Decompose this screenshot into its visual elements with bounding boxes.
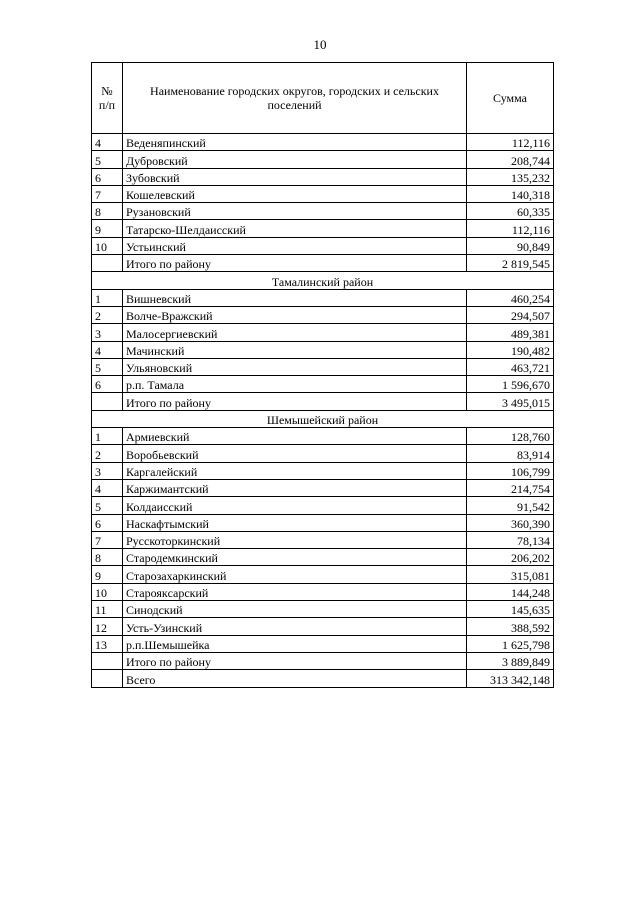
header-name: Наименование городских округов, городских и сельских поселений — [123, 63, 467, 134]
table-row — [92, 255, 554, 272]
table-row — [92, 203, 554, 220]
row-number: 1 — [92, 428, 123, 445]
row-sum: 208,744 — [467, 151, 554, 168]
page-number: 10 — [313, 37, 327, 52]
row-number: 10 — [92, 237, 123, 254]
row-sum: 294,507 — [467, 306, 554, 323]
section-row — [92, 272, 554, 289]
budget-table — [91, 62, 554, 688]
row-sum: 1 596,670 — [467, 376, 554, 393]
row-sum: 3 495,015 — [467, 393, 554, 410]
header-num — [92, 63, 123, 134]
row-number: 2 — [92, 445, 123, 462]
row-number: 2 — [92, 306, 123, 323]
table-row — [92, 531, 554, 548]
row-number: 4 — [92, 341, 123, 358]
row-number: 8 — [92, 549, 123, 566]
row-sum: 315,081 — [467, 566, 554, 583]
row-number: 5 — [92, 358, 123, 375]
table-row — [92, 151, 554, 168]
table-row — [92, 168, 554, 185]
row-number: 3 — [92, 462, 123, 479]
table-row — [92, 220, 554, 237]
row-number: 12 — [92, 618, 123, 635]
row-sum: 463,721 — [467, 358, 554, 375]
row-number — [92, 670, 123, 687]
row-sum: 190,482 — [467, 341, 554, 358]
section-title: Тамалинский район — [92, 272, 554, 289]
row-name: Малосергиевский — [123, 324, 467, 341]
row-name: Каржимантский — [123, 479, 467, 496]
row-number: 8 — [92, 203, 123, 220]
row-sum: 60,335 — [467, 203, 554, 220]
row-sum: 2 819,545 — [467, 255, 554, 272]
table-row — [92, 185, 554, 202]
row-sum: 1 625,798 — [467, 635, 554, 652]
row-number: 1 — [92, 289, 123, 306]
table-row — [92, 428, 554, 445]
row-name: Мачинский — [123, 341, 467, 358]
row-number: 5 — [92, 151, 123, 168]
table-row — [92, 566, 554, 583]
row-sum: 78,134 — [467, 531, 554, 548]
row-name: Ульяновский — [123, 358, 467, 375]
row-name: Зубовский — [123, 168, 467, 185]
row-sum: 460,254 — [467, 289, 554, 306]
header-num-line2: п/п — [98, 98, 116, 112]
table-row — [92, 601, 554, 618]
row-number: 3 — [92, 324, 123, 341]
table-row — [92, 324, 554, 341]
table-row — [92, 635, 554, 652]
table-row — [92, 306, 554, 323]
row-sum: 128,760 — [467, 428, 554, 445]
row-name: Веденяпинский — [123, 134, 467, 151]
table-row — [92, 583, 554, 600]
row-name: Татарско-Шелдаисский — [123, 220, 467, 237]
table-row — [92, 237, 554, 254]
row-name: Рузановский — [123, 203, 467, 220]
row-number: 9 — [92, 566, 123, 583]
table-row — [92, 479, 554, 496]
row-number: 6 — [92, 376, 123, 393]
table-row — [92, 652, 554, 669]
header-sum: Сумма — [467, 63, 554, 134]
header-row — [92, 63, 554, 134]
row-number — [92, 255, 123, 272]
table-row — [92, 341, 554, 358]
table-row — [92, 376, 554, 393]
table-row — [92, 670, 554, 687]
row-sum: 106,799 — [467, 462, 554, 479]
row-number: 7 — [92, 185, 123, 202]
row-number: 13 — [92, 635, 123, 652]
header-num-line1: № — [101, 84, 113, 98]
row-number — [92, 652, 123, 669]
row-sum: 144,248 — [467, 583, 554, 600]
row-name: Дубровский — [123, 151, 467, 168]
table-row — [92, 514, 554, 531]
row-name: Армиевский — [123, 428, 467, 445]
row-number: 5 — [92, 497, 123, 514]
row-name: Кошелевский — [123, 185, 467, 202]
row-name: Старозахаркинский — [123, 566, 467, 583]
row-sum: 140,318 — [467, 185, 554, 202]
row-name: Воробьевский — [123, 445, 467, 462]
row-name: Итого по району — [123, 255, 467, 272]
row-sum: 3 889,849 — [467, 652, 554, 669]
row-name: Итого по району — [123, 393, 467, 410]
row-number: 4 — [92, 479, 123, 496]
row-name: Каргалейский — [123, 462, 467, 479]
row-sum: 91,542 — [467, 497, 554, 514]
table-body — [92, 134, 554, 688]
row-number: 4 — [92, 134, 123, 151]
row-name: Усть-Узинский — [123, 618, 467, 635]
table-row — [92, 393, 554, 410]
row-sum: 90,849 — [467, 237, 554, 254]
row-number: 11 — [92, 601, 123, 618]
row-sum: 145,635 — [467, 601, 554, 618]
row-name: Староякcарский — [123, 583, 467, 600]
row-name: Итого по району — [123, 652, 467, 669]
row-number: 6 — [92, 168, 123, 185]
table-row — [92, 358, 554, 375]
row-number: 6 — [92, 514, 123, 531]
row-name: р.п.Шемышейка — [123, 635, 467, 652]
row-number: 10 — [92, 583, 123, 600]
table-row — [92, 445, 554, 462]
row-sum: 489,381 — [467, 324, 554, 341]
section-row — [92, 410, 554, 427]
table-row — [92, 462, 554, 479]
row-number: 7 — [92, 531, 123, 548]
row-number: 9 — [92, 220, 123, 237]
row-sum: 112,116 — [467, 220, 554, 237]
row-sum: 388,592 — [467, 618, 554, 635]
row-sum: 135,232 — [467, 168, 554, 185]
row-sum: 112,116 — [467, 134, 554, 151]
table-row — [92, 549, 554, 566]
row-sum: 214,754 — [467, 479, 554, 496]
table-row — [92, 497, 554, 514]
table-row — [92, 134, 554, 151]
row-sum: 206,202 — [467, 549, 554, 566]
row-sum: 313 342,148 — [467, 670, 554, 687]
row-name: Устьинский — [123, 237, 467, 254]
table-header — [92, 63, 554, 134]
table-row — [92, 618, 554, 635]
table-row — [92, 289, 554, 306]
row-name: Колдаисский — [123, 497, 467, 514]
section-title: Шемышейский район — [92, 410, 554, 427]
row-name: Всего — [123, 670, 467, 687]
row-name: Русскоторкинский — [123, 531, 467, 548]
row-name: р.п. Тамала — [123, 376, 467, 393]
row-name: Наскафтымский — [123, 514, 467, 531]
row-name: Синодский — [123, 601, 467, 618]
row-number — [92, 393, 123, 410]
row-name: Стародемкинский — [123, 549, 467, 566]
row-name: Вишневский — [123, 289, 467, 306]
row-name: Волче-Вражский — [123, 306, 467, 323]
row-sum: 360,390 — [467, 514, 554, 531]
row-sum: 83,914 — [467, 445, 554, 462]
